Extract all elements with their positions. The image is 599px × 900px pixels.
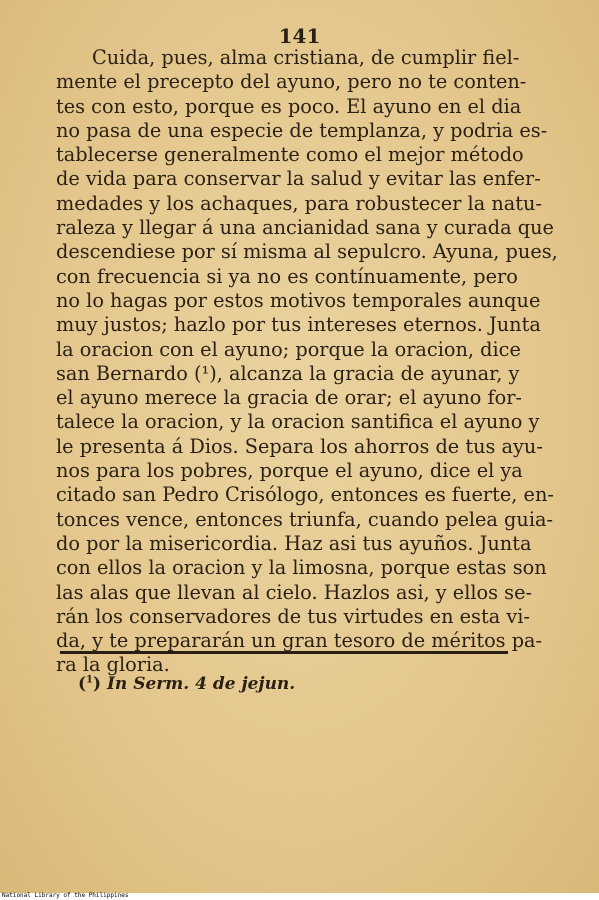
text-line: nos para los pobres, porque el ayuno, dice el ya bbox=[56, 459, 523, 483]
library-footer bbox=[0, 893, 599, 900]
text-line: descendiese por sí misma al sepulcro. Ayuna, pues, bbox=[56, 240, 558, 264]
footnote-divider bbox=[60, 651, 508, 654]
footnote-marker: ($^1$) bbox=[78, 674, 102, 694]
text-line: ra la gloria. bbox=[56, 653, 170, 677]
text-line: talece la oracion, y la oracion santifica el ayuno y bbox=[56, 410, 540, 434]
text-line: do por la misericordia. Haz asi tus ayuños. Junta bbox=[56, 531, 532, 555]
body-text bbox=[56, 46, 558, 678]
library-label: National Library of the Philippines bbox=[2, 892, 129, 899]
text-line: las alas que llevan al cielo. Hazlos asi, y ellos se- bbox=[56, 580, 533, 604]
footnote bbox=[78, 674, 295, 694]
text-line: la oracion con el ayuno; porque la oracion, dice bbox=[56, 337, 521, 361]
text-line: mente el precepto del ayuno, pero no te conten- bbox=[56, 70, 527, 94]
footnote-text: In Serm. 4 de jejun. bbox=[106, 674, 296, 694]
text-line: medades y los achaques, para robustecer la natu- bbox=[56, 191, 542, 215]
text-line: da, y te prepararán un gran tesoro de méritos pa- bbox=[56, 629, 543, 653]
text-line: citado san Pedro Crisólogo, entonces es fuerte, en- bbox=[56, 483, 554, 507]
text-line: con ellos la oracion y la limosna, porque estas son bbox=[56, 556, 547, 580]
text-line: no lo hagas por estos motivos temporales aunque bbox=[56, 288, 541, 312]
text-line: le presenta á Dios. Separa los ahorros de tus ayu- bbox=[56, 434, 543, 458]
text-line: no pasa de una especie de templanza, y podria es- bbox=[56, 118, 548, 142]
text-line: tablecerse generalmente como el mejor método bbox=[56, 143, 524, 167]
text-line: muy justos; hazlo por tus intereses eternos. Junta bbox=[56, 313, 541, 337]
text-line: raleza y llegar á una ancianidad sana y curada que bbox=[56, 216, 554, 240]
text-line: el ayuno merece la gracia de orar; el ayuno for- bbox=[56, 386, 522, 410]
text-line: con frecuencia si ya no es contínuamente, pero bbox=[56, 264, 518, 288]
text-line: tes con esto, porque es poco. El ayuno en el dia bbox=[56, 94, 522, 118]
text-line: rán los conservadores de tus virtudes en esta vi- bbox=[56, 604, 530, 628]
text-line: san Bernardo (¹), alcanza la gracia de ayunar, y bbox=[56, 361, 520, 385]
text-line: Cuida, pues, alma cristiana, de cumplir fiel- bbox=[92, 46, 520, 69]
text-line: de vida para conservar la salud y evitar las enfer- bbox=[56, 167, 541, 191]
page-number: 141 bbox=[278, 24, 321, 48]
text-line: tonces vence, entonces triunfa, cuando pelea guia- bbox=[56, 507, 553, 531]
